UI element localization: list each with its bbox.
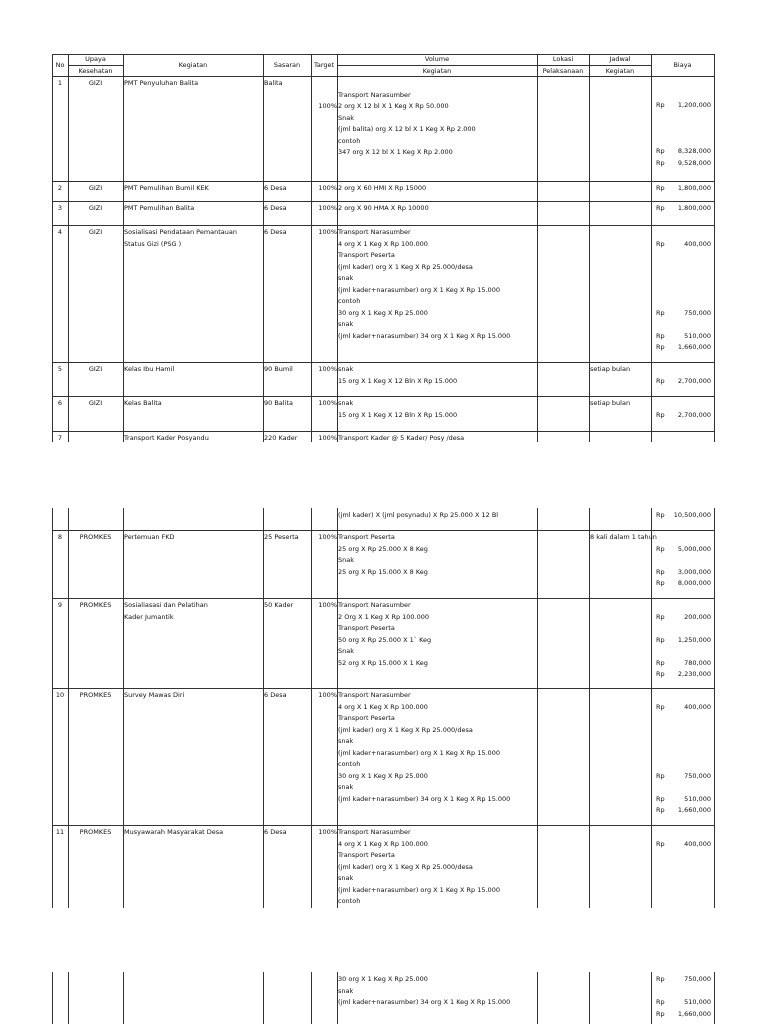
row-target: 100%	[318, 204, 337, 212]
column-border	[589, 508, 590, 530]
row-biaya-amount: 3,000,000	[677, 567, 711, 576]
column-border	[263, 508, 264, 530]
row-volume-line: Transport Peserta	[338, 533, 395, 541]
row-number: 2	[57, 184, 63, 192]
row-border	[52, 76, 715, 77]
row-biaya-amount: 8,000,000	[677, 579, 711, 587]
row-border	[52, 396, 715, 397]
column-border	[311, 972, 312, 1024]
column-border	[68, 508, 69, 530]
column-border	[123, 598, 124, 688]
row-volume-line: 15 org X 1 Keg X 12 Bln X Rp 15.000	[338, 410, 458, 419]
header-jadwal-sub: Kegiatan	[605, 67, 635, 75]
column-border	[714, 54, 715, 76]
row-volume-line: (jml kader+narasumber) 34 org X 1 Keg X Rp 15.000	[338, 998, 511, 1006]
column-border	[537, 508, 538, 530]
row-sasaran: 25 Peserta	[264, 533, 299, 541]
row-upaya: GIZI	[88, 184, 103, 192]
column-border	[537, 76, 538, 181]
row-border	[52, 530, 715, 531]
column-border	[714, 825, 715, 908]
row-volume-line: 52 org X Rp 15.000 X 1 Keg	[338, 658, 428, 667]
header-lokasi: Lokasi	[552, 55, 574, 63]
row-kegiatan: Musyawarah Masyarakat Desa	[124, 828, 224, 836]
row-volume-line: 347 org X 12 bl X 1 Keg X Rp 2.000	[338, 148, 453, 156]
row-biaya-rp: Rp	[656, 410, 665, 419]
column-border	[589, 431, 590, 442]
column-border	[714, 431, 715, 442]
row-sasaran: 50 Kader	[264, 601, 294, 609]
row-jadwal: setiap bulan	[590, 365, 631, 373]
row-volume-line: snak	[338, 986, 354, 995]
row-target: 100%	[318, 691, 337, 699]
row-biaya-rp: Rp	[656, 567, 665, 576]
row-upaya: PROMKES	[79, 533, 112, 541]
row-volume-line: 15 org X 1 Keg X 12 Bln X Rp 15.000	[338, 376, 458, 385]
row-target: 100%	[318, 828, 337, 836]
row-biaya-rp: Rp	[656, 635, 665, 644]
row-biaya-amount: 8,328,000	[677, 147, 711, 155]
row-kegiatan: Kelas Ibu Hamil	[124, 365, 175, 373]
row-upaya: PROMKES	[79, 691, 112, 699]
column-border	[651, 201, 652, 225]
row-sasaran: 220 Kader	[264, 434, 298, 442]
row-volume-line: 4 org X 1 Keg X Rp 100.000	[338, 239, 428, 248]
column-border	[651, 362, 652, 396]
row-border	[52, 431, 715, 432]
row-volume-line: contoh	[338, 136, 361, 145]
row-target: 100%	[318, 601, 337, 609]
row-volume-line: (jml kader+narasumber) 34 org X 1 Keg X Rp 15.000	[338, 331, 511, 340]
column-border	[537, 181, 538, 201]
row-number: 9	[57, 601, 63, 609]
row-number: 5	[57, 365, 63, 373]
row-biaya-amount: 1,660,000	[677, 806, 711, 814]
row-biaya-amount: 1,800,000	[677, 204, 711, 212]
column-border	[311, 225, 312, 362]
row-border	[52, 825, 715, 826]
row-biaya-rp: Rp	[656, 806, 665, 814]
row-sasaran: 6 Desa	[264, 228, 287, 236]
column-border	[714, 972, 715, 1024]
row-biaya-amount: 1,660,000	[677, 343, 711, 351]
column-border	[714, 181, 715, 201]
row-volume-line: snak	[338, 737, 354, 745]
row-biaya-amount: 400,000	[684, 702, 711, 711]
column-border	[537, 396, 538, 431]
header-upaya: Upaya	[85, 55, 106, 63]
column-border	[651, 76, 652, 181]
row-biaya-rp: Rp	[656, 794, 665, 803]
row-sasaran: Balita	[264, 79, 283, 87]
row-volume-line: Transport Kader @ 5 Kader/ Posy /desa	[338, 434, 465, 442]
column-border	[123, 825, 124, 908]
row-volume-line: (jml kader) org X 1 Keg X Rp 25.000/desa	[338, 725, 473, 734]
column-border	[123, 76, 124, 181]
row-volume-line: (jml kader) org X 1 Keg X Rp 25.000/desa	[338, 862, 473, 871]
row-volume-line: Snak	[338, 113, 354, 122]
row-kegiatan: Transport Kader Posyandu	[124, 434, 209, 442]
column-border	[651, 396, 652, 431]
row-volume-line: snak	[338, 274, 354, 282]
row-biaya-amount: 400,000	[684, 239, 711, 248]
column-border	[68, 598, 69, 688]
row-biaya-rp: Rp	[656, 343, 665, 351]
row-biaya-rp: Rp	[656, 158, 665, 167]
column-border	[714, 76, 715, 181]
row-sasaran: 6 Desa	[264, 828, 287, 836]
row-biaya-amount: 510,000	[684, 998, 711, 1006]
column-border	[651, 225, 652, 362]
column-border	[311, 688, 312, 825]
column-border	[311, 76, 312, 181]
row-number: 10	[55, 691, 65, 699]
column-border	[714, 688, 715, 825]
column-border	[651, 508, 652, 530]
row-number: 3	[57, 204, 63, 212]
row-kegiatan: PMT Penyuluhan Balita	[124, 79, 199, 87]
row-biaya-amount: 510,000	[684, 794, 711, 803]
row-biaya-rp: Rp	[656, 612, 665, 621]
row-target: 100%	[318, 228, 337, 236]
row-kegiatan: Survey Mawas Diri	[124, 691, 185, 699]
column-border	[311, 508, 312, 530]
row-biaya-rp: Rp	[656, 1009, 665, 1018]
row-biaya-amount: 200,000	[684, 612, 711, 621]
column-border	[714, 396, 715, 431]
column-border	[52, 508, 53, 530]
row-volume-line: (jml kader+narasumber) org X 1 Keg X Rp 15.000	[338, 885, 500, 894]
row-biaya-amount: 780,000	[684, 658, 711, 667]
row-volume-line: Snak	[338, 556, 354, 564]
column-border	[651, 688, 652, 825]
column-border	[589, 825, 590, 908]
row-biaya-amount: 5,000,000	[677, 544, 711, 553]
row-kegiatan: Sosialisasi Pendataan Pemantauan	[124, 228, 238, 236]
row-sasaran: 6 Desa	[264, 204, 287, 212]
column-border	[714, 225, 715, 362]
column-border	[589, 972, 590, 1024]
row-sasaran: 6 Desa	[264, 691, 287, 699]
row-biaya-rp: Rp	[656, 331, 665, 340]
row-volume-line: (jml balita) org X 12 bl X 1 Keg X Rp 2.000	[338, 125, 476, 133]
row-number: 11	[55, 828, 65, 836]
column-border	[52, 225, 53, 362]
row-volume-line: Transport Peserta	[338, 851, 395, 859]
row-biaya-amount: 2,700,000	[677, 376, 711, 385]
row-volume-line: 30 org X 1 Keg X Rp 25.000	[338, 771, 428, 780]
row-upaya: GIZI	[88, 228, 103, 236]
row-sasaran: 90 Balita	[264, 399, 293, 407]
row-number: 6	[57, 399, 63, 407]
row-biaya-rp: Rp	[656, 147, 665, 155]
header-jadwal: Jadwal	[609, 55, 631, 63]
row-volume-line: (jml kader) org X 1 Keg X Rp 25.000/desa	[338, 262, 473, 271]
row-number: 1	[57, 79, 63, 87]
row-sasaran: 90 Bumil	[264, 365, 293, 373]
row-volume-line: Transport Narasumber	[338, 601, 411, 609]
column-border	[589, 225, 590, 362]
row-volume-line: snak	[338, 783, 354, 791]
column-border	[651, 181, 652, 201]
row-biaya-amount: 750,000	[684, 308, 711, 317]
column-border	[263, 76, 264, 181]
row-biaya-rp: Rp	[656, 579, 665, 587]
column-border	[68, 76, 69, 181]
row-border	[52, 225, 715, 226]
row-border	[52, 688, 715, 689]
row-volume-line: 4 org X 1 Keg X Rp 100.000	[338, 839, 428, 848]
column-border	[589, 76, 590, 181]
row-target: 100%	[318, 184, 337, 192]
column-border	[537, 825, 538, 908]
row-biaya-rp: Rp	[656, 658, 665, 667]
row-volume-line: 2 org X 60 HMI X Rp 15000	[338, 184, 427, 192]
row-volume-line: Transport Narasumber	[338, 691, 411, 699]
row-kegiatan: Kader Jumantik	[124, 612, 174, 621]
column-border	[651, 825, 652, 908]
row-border	[52, 201, 715, 202]
row-number: 4	[57, 228, 63, 236]
column-border	[68, 825, 69, 908]
header-sasaran: Sasaran	[273, 61, 301, 69]
column-border	[714, 598, 715, 688]
row-volume-line: 2 org X 90 HMA X Rp 10000	[338, 204, 429, 212]
column-border	[263, 688, 264, 825]
header-biaya: Biaya	[673, 61, 692, 69]
row-kegiatan: Kelas Balita	[124, 399, 162, 407]
column-border	[52, 76, 53, 181]
column-border	[537, 431, 538, 442]
column-border	[537, 972, 538, 1024]
row-jadwal: 8 kali dalam 1 tahun	[590, 533, 657, 541]
row-volume-line: snak	[338, 365, 354, 373]
row-biaya-amount: 400,000	[684, 839, 711, 848]
header-target: Target	[313, 61, 335, 69]
row-upaya: GIZI	[88, 399, 103, 407]
row-volume-line: Transport Narasumber	[338, 228, 411, 236]
row-target: 100%	[318, 533, 337, 541]
row-volume-line: snak	[338, 874, 354, 882]
row-target: 100%	[318, 399, 337, 407]
column-border	[714, 530, 715, 598]
column-border	[68, 688, 69, 825]
row-target: 100%	[318, 102, 337, 110]
row-volume-line: snak	[338, 399, 354, 407]
column-border	[311, 598, 312, 688]
row-kegiatan: PMT Pemulihan Bumil KEK	[124, 184, 209, 192]
row-number: 8	[57, 533, 63, 541]
row-biaya-rp: Rp	[656, 544, 665, 553]
row-volume-line: (jml kader+narasumber) org X 1 Keg X Rp 15.000	[338, 285, 500, 294]
header-no: No	[55, 61, 65, 69]
column-border	[52, 825, 53, 908]
row-border	[52, 598, 715, 599]
row-biaya-amount: 10,500,000	[673, 511, 711, 519]
row-biaya-rp: Rp	[656, 975, 665, 983]
column-border	[68, 431, 69, 442]
column-border	[123, 508, 124, 530]
column-border	[537, 362, 538, 396]
row-biaya-amount: 1,250,000	[677, 635, 711, 644]
column-border	[68, 225, 69, 362]
header-subline	[68, 65, 123, 66]
row-biaya-amount: 2,230,000	[677, 670, 711, 678]
row-volume-line: (jml kader+narasumber) org X 1 Keg X Rp 15.000	[338, 748, 500, 757]
column-border	[52, 972, 53, 1024]
row-kegiatan: PMT Pemulihan Balita	[124, 204, 195, 212]
row-volume-line: Transport Peserta	[338, 624, 395, 632]
row-volume-line: 25 org X Rp 25.000 X 8 Keg	[338, 544, 428, 553]
row-upaya: GIZI	[88, 79, 103, 87]
row-volume-line: Transport Peserta	[338, 251, 395, 259]
column-border	[537, 201, 538, 225]
header-kegiatan: Kegiatan	[178, 61, 208, 69]
column-border	[311, 825, 312, 908]
column-border	[651, 972, 652, 1024]
column-border	[589, 201, 590, 225]
row-biaya-amount: 2,700,000	[677, 410, 711, 419]
row-volume-line: Transport Narasumber	[338, 90, 411, 99]
header-volume: Volume	[424, 55, 450, 63]
row-biaya-amount: 510,000	[684, 331, 711, 340]
row-biaya-amount: 1,660,000	[677, 1009, 711, 1018]
column-border	[651, 598, 652, 688]
row-biaya-amount: 1,800,000	[677, 184, 711, 192]
row-upaya: PROMKES	[79, 828, 112, 836]
row-volume-line: (jml kader+narasumber) 34 org X 1 Keg X Rp 15.000	[338, 794, 511, 803]
row-volume-line: 4 org X 1 Keg X Rp 100.000	[338, 702, 428, 711]
row-biaya-rp: Rp	[656, 308, 665, 317]
column-border	[68, 972, 69, 1024]
column-border	[52, 688, 53, 825]
row-volume-line: contoh	[338, 760, 361, 768]
row-volume-line: snak	[338, 320, 354, 328]
row-biaya-amount: 9,528,000	[677, 158, 711, 167]
column-border	[263, 225, 264, 362]
row-volume-line: 25 org X Rp 15.000 X 8 Keg	[338, 567, 428, 576]
row-biaya-amount: 1,200,000	[677, 101, 711, 109]
column-border	[589, 688, 590, 825]
header-volume-sub: Kegiatan	[422, 67, 452, 75]
row-volume-line: (jml kader) X (jml posynadu) X Rp 25.000 X 12 Bl	[338, 511, 499, 519]
row-kegiatan: Sosialiasasi dan Pelatihan	[124, 601, 208, 609]
column-border	[123, 688, 124, 825]
row-upaya: GIZI	[88, 204, 103, 212]
row-upaya: GIZI	[88, 365, 103, 373]
column-border	[714, 362, 715, 396]
row-volume-line: 30 org X 1 Keg X Rp 25.000	[338, 975, 428, 983]
row-biaya-rp: Rp	[656, 184, 665, 192]
row-kegiatan: Pertemuan FKD	[124, 533, 175, 541]
column-border	[263, 598, 264, 688]
row-volume-line: Transport Narasumber	[338, 828, 411, 836]
row-biaya-amount: 750,000	[684, 771, 711, 780]
column-border	[537, 530, 538, 598]
row-border	[52, 362, 715, 363]
row-volume-line: 30 org X 1 Keg X Rp 25.000	[338, 308, 428, 317]
column-border	[263, 825, 264, 908]
column-border	[589, 598, 590, 688]
row-sasaran: 6 Desa	[264, 184, 287, 192]
column-border	[651, 431, 652, 442]
row-biaya-rp: Rp	[656, 670, 665, 678]
column-border	[714, 201, 715, 225]
column-border	[263, 972, 264, 1024]
row-biaya-rp: Rp	[656, 376, 665, 385]
row-biaya-rp: Rp	[656, 101, 665, 109]
row-number: 7	[57, 434, 63, 442]
row-biaya-rp: Rp	[656, 239, 665, 248]
column-border	[537, 688, 538, 825]
column-border	[537, 598, 538, 688]
column-border	[537, 225, 538, 362]
column-border	[52, 598, 53, 688]
header-subline	[337, 65, 651, 66]
row-biaya-rp: Rp	[656, 839, 665, 848]
row-biaya-rp: Rp	[656, 702, 665, 711]
row-biaya-amount: 750,000	[684, 975, 711, 983]
column-border	[589, 181, 590, 201]
column-border	[714, 508, 715, 530]
row-biaya-rp: Rp	[656, 204, 665, 212]
row-biaya-rp: Rp	[656, 511, 665, 519]
row-target: 100%	[318, 434, 337, 442]
row-volume-line: 50 org X Rp 25.000 X 1` Keg	[338, 635, 432, 644]
row-biaya-rp: Rp	[656, 998, 665, 1006]
row-border	[52, 181, 715, 182]
header-lokasi-sub: Pelaksanaan	[542, 67, 584, 75]
row-target: 100%	[318, 365, 337, 373]
row-volume-line: Snak	[338, 647, 354, 655]
row-volume-line: contoh	[338, 897, 361, 905]
row-jadwal: setiap bulan	[590, 399, 631, 407]
row-kegiatan: Status Gizi (PSG )	[124, 239, 182, 248]
column-border	[123, 972, 124, 1024]
row-biaya-rp: Rp	[656, 771, 665, 780]
row-volume-line: 2 org X 12 bl X 1 Keg X Rp 50.000	[338, 102, 449, 110]
row-volume-line: Transport Peserta	[338, 714, 395, 722]
row-volume-line: contoh	[338, 297, 361, 305]
header-upaya-sub: Kesehatan	[78, 67, 113, 75]
row-upaya: PROMKES	[79, 601, 112, 609]
row-volume-line: 2 Org X 1 Keg X Rp 100.000	[338, 612, 430, 621]
